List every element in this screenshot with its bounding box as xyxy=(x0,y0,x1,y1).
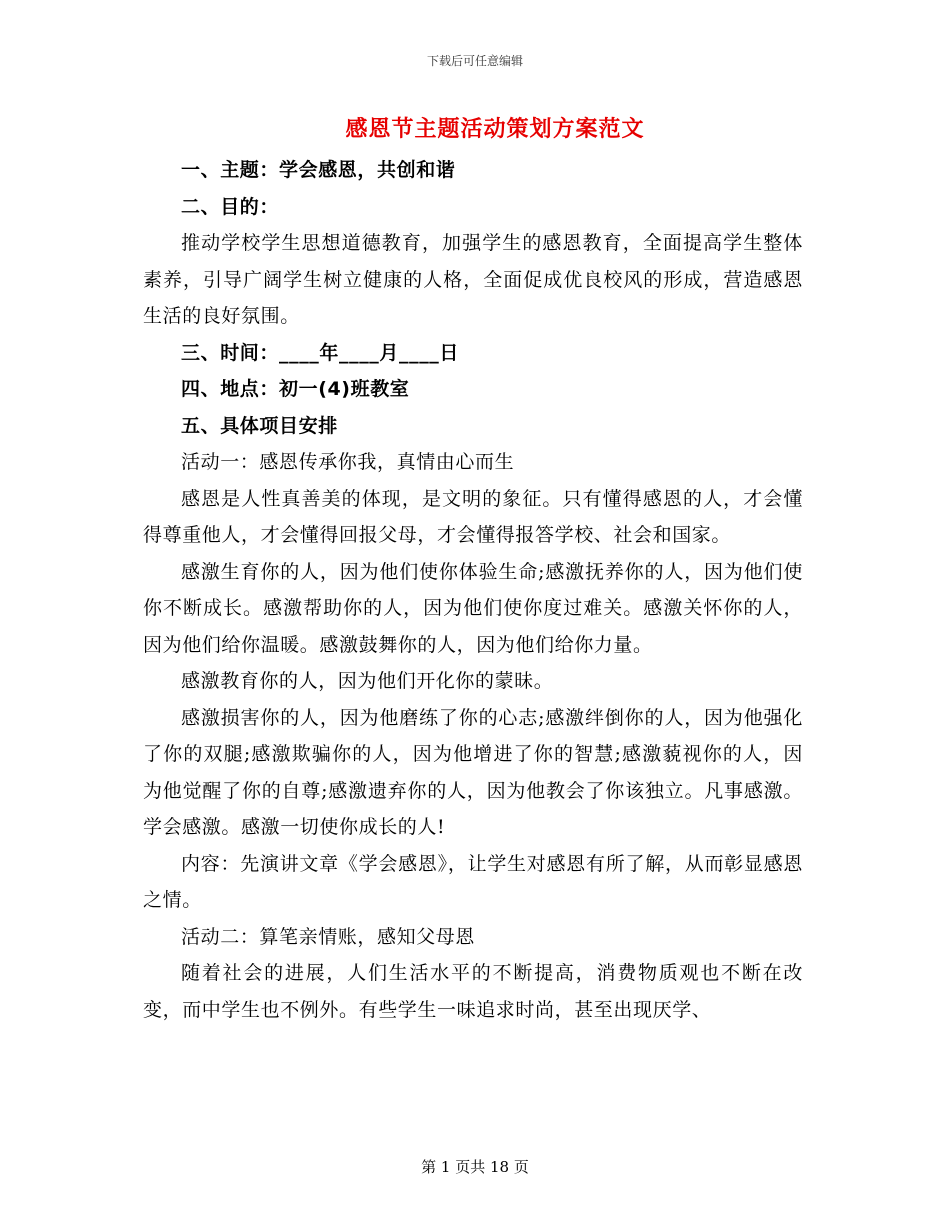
header-note: 下载后可任意编辑 xyxy=(426,54,523,68)
section-heading-location: 四、地点：初一(4)班教室 xyxy=(181,378,410,400)
paragraph: 感激生育你的人，因为他们使你体验生命;感激抚养你的人，因为他们使你不断成长。感激帮助你的人，因为他们使你度过难关。感激关怀你的人，因为他们给你温暖。感激鼓舞你的人，因为他们给你力量。 xyxy=(143,560,803,656)
document-title: 感恩节主题活动策划方案范文 xyxy=(345,116,645,142)
section-heading-purpose: 二、目的： xyxy=(181,195,280,218)
paragraph: 随着社会的进展，人们生活水平的不断提高，消费物质观也不断在改变，而中学生也不例外。有些学生一味追求时尚，甚至出现厌学、 xyxy=(143,962,803,1021)
paragraph: 内容：先演讲文章《学会感恩》，让学生对感恩有所了解，从而彰显感恩之情。 xyxy=(143,852,803,911)
section-heading-theme: 一、主题：学会感恩，共创和谐 xyxy=(181,159,456,181)
activity-two-title: 活动二：算笔亲情账，感知父母恩 xyxy=(181,925,476,948)
page-indicator: 第 1 页共 18 页 xyxy=(421,1158,529,1176)
paragraph-purpose: 推动学校学生思想道德教育，加强学生的感恩教育，全面提高学生整体素养，引导广阔学生树立健康的人格，全面促成优良校风的形成，营造感恩生活的良好氛围。 xyxy=(143,232,803,327)
section-heading-arrangement: 五、具体项目安排 xyxy=(181,414,338,437)
section-heading-time: 三、时间：____年____月____日 xyxy=(181,341,460,364)
paragraph: 感激教育你的人，因为他们开化你的蒙昧。 xyxy=(181,670,554,692)
paragraph: 感恩是人性真善美的体现，是文明的象征。只有懂得感恩的人，才会懂得尊重他人，才会懂得回报父母，才会懂得报答学校、社会和国家。 xyxy=(143,487,803,546)
paragraph: 感激损害你的人，因为他磨练了你的心志;感激绊倒你的人，因为他强化了你的双腿;感激欺骗你的人，因为他增进了你的智慧;感激藐视你的人，因为他觉醒了你的自尊;感激遗弃你的人，因为他教会了你该独立。凡事感激。学会感激。感激一切使你成长的人! xyxy=(143,706,803,838)
document-body xyxy=(143,152,803,1028)
activity-one-title: 活动一：感恩传承你我，真情由心而生 xyxy=(181,451,515,473)
